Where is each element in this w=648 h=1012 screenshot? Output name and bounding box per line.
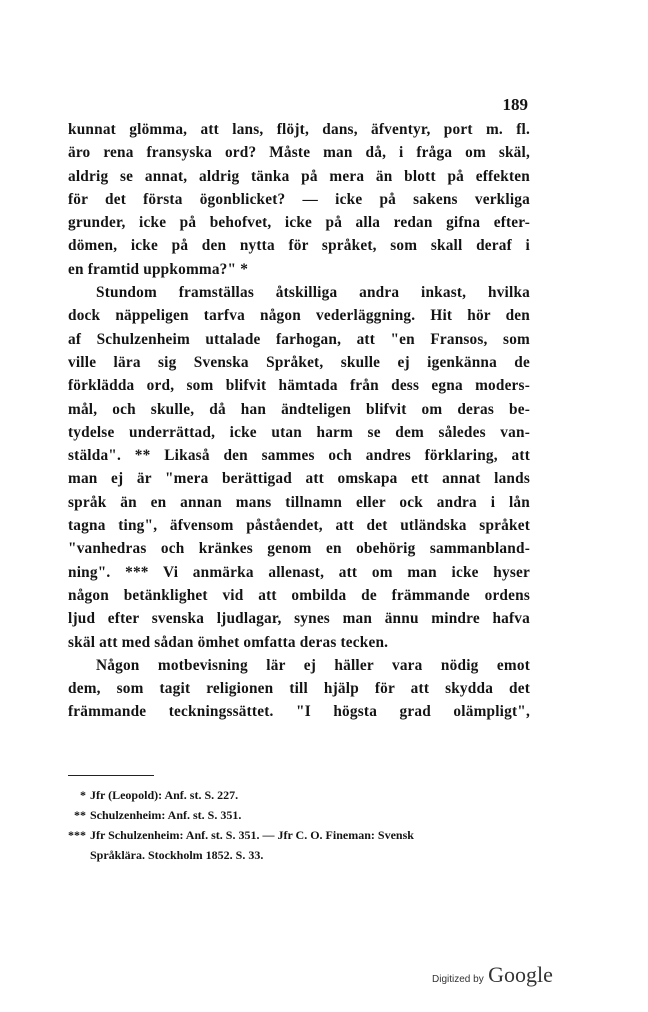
- text-line: man ej är "mera berättigad att omskapa ett annat lands: [68, 470, 530, 488]
- footnote-text: Jfr (Leopold): Anf. st. S. 227.: [90, 788, 239, 802]
- text-line: språk än en annan mans tillnamn eller ock andra i lån: [68, 493, 530, 511]
- footnotes: [68, 785, 530, 865]
- footnote-mark: ***: [68, 828, 86, 842]
- text-line: dock näppeligen tarfva någon vederläggning. Hit hör den: [68, 307, 530, 325]
- text-line: för det första ögonblicket? — icke på sakens verkliga: [68, 190, 530, 208]
- text-line: främmande teckningssättet. "I högsta grad olämpligt",: [68, 703, 530, 721]
- footnote-divider: [68, 775, 154, 776]
- text-line: en framtid uppkomma?" *: [68, 260, 249, 278]
- page-number: 189: [502, 95, 528, 114]
- google-logo: Google: [488, 962, 553, 987]
- footnote-text: Jfr Schulzenheim: Anf. st. S. 351. — Jfr C. O. Fineman: Svensk: [90, 828, 414, 842]
- text-line: förklädda ord, som blifvit hämtada från dess egna moders-: [68, 377, 530, 395]
- footnote-continuation: Språklära. Stockholm 1852. S. 33.: [90, 848, 264, 862]
- text-line: kunnat glömma, att lans, flöjt, dans, äfventyr, port m. fl.: [68, 121, 530, 138]
- text-line: mål, och skulle, då han ändteligen blifvit om deras be-: [68, 400, 530, 418]
- text-line: tagna ting", äfvensom påståendet, att det utländska språket: [68, 517, 530, 535]
- text-line: Stundom framställas åtskilliga andra inkast, hvilka: [96, 284, 530, 302]
- text-line: stälda". ** Likaså den sammes och andres förklaring, att: [68, 447, 530, 465]
- text-line: dem, som tagit religionen till hjälp för att skydda det: [68, 680, 530, 698]
- digitized-watermark: [432, 962, 553, 988]
- text-line: ljud efter svenska ljudlagar, synes man ännu mindre hafva: [68, 610, 530, 628]
- text-line: ville lära sig Svenska Språket, skulle ej igenkänna de: [68, 353, 530, 371]
- text-line: aldrig se annat, aldrig tänka på mera än blott på effekten: [68, 167, 530, 185]
- text-line: "vanhedras och kränkes genom en obehörig sammanbland-: [68, 540, 530, 558]
- text-line: skäl att med sådan ömhet omfatta deras tecken.: [68, 633, 389, 651]
- text-line: dömen, icke på den nytta för språket, som skall deraf i: [68, 237, 530, 255]
- body-text: [68, 118, 530, 724]
- text-line: någon betänklighet vid att ombilda de främmande ordens: [68, 586, 530, 604]
- footnote: [68, 805, 530, 825]
- footnote-mark: *: [80, 788, 86, 802]
- watermark-prefix: Digitized by: [432, 974, 484, 985]
- footnote: [68, 825, 530, 845]
- text-line: äro rena fransyska ord? Måste man då, i fråga om skäl,: [68, 144, 530, 162]
- footnote: [68, 785, 530, 805]
- footnote-mark: **: [74, 808, 86, 822]
- text-line: Någon motbevisning lär ej häller vara nödig emot: [96, 656, 530, 674]
- text-line: grunder, icke på behofvet, icke på alla redan gifna efter-: [68, 214, 530, 232]
- footnote-text: Schulzenheim: Anf. st. S. 351.: [90, 808, 242, 822]
- text-line: ning". *** Vi anmärka allenast, att om man icke hyser: [68, 563, 530, 581]
- text-line: af Schulzenheim uttalade farhogan, att "en Fransos, som: [68, 330, 530, 348]
- text-line: tydelse underrättad, icke utan harm se dem således van-: [68, 423, 530, 441]
